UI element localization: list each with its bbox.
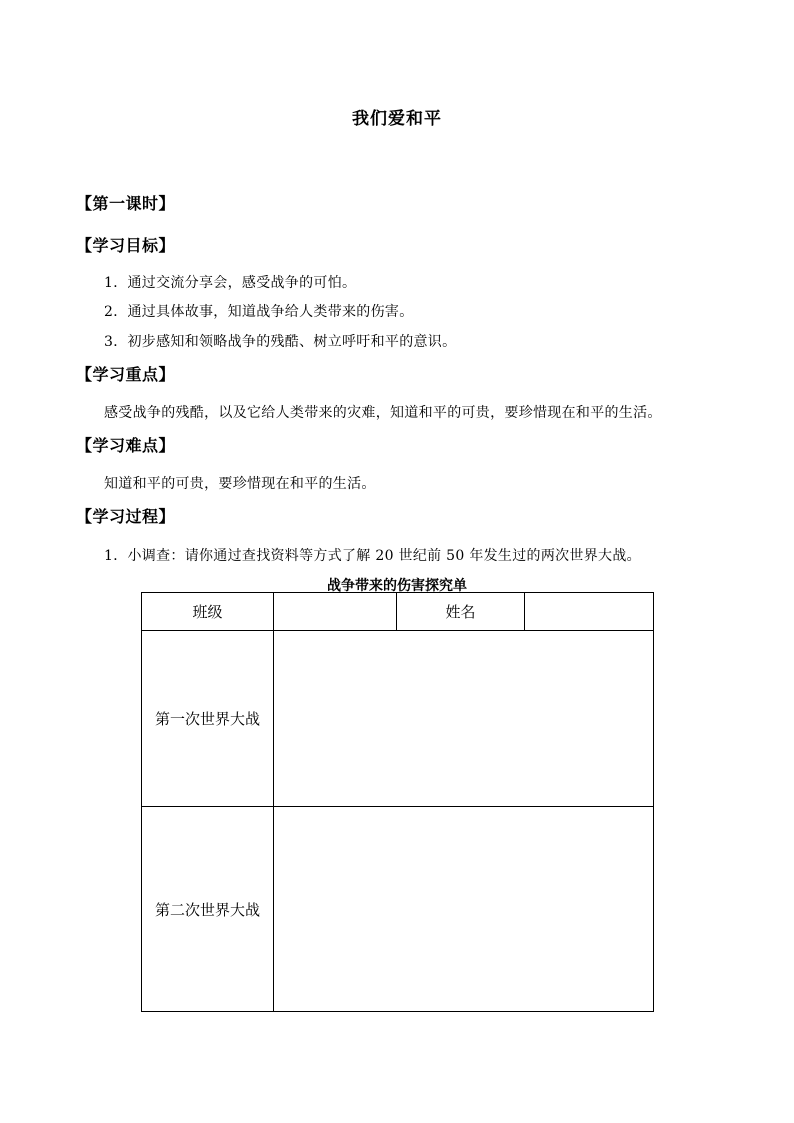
difficulties-heading: 【学习难点】 — [76, 436, 176, 455]
lesson-heading: 【第一课时】 — [76, 194, 176, 213]
class-value-cell[interactable] — [274, 593, 397, 631]
name-label: 姓名 — [445, 603, 476, 621]
table-row — [142, 807, 654, 1012]
ww1-content-cell[interactable] — [274, 631, 654, 807]
objectives-heading: 【学习目标】 — [76, 236, 176, 255]
page-title: 我们爱和平 — [352, 109, 442, 129]
class-label-cell — [142, 593, 274, 631]
class-label: 班级 — [192, 603, 223, 621]
objective-item-1: 1．通过交流分享会，感受战争的可怕。 — [104, 275, 357, 291]
objective-item-2: 2．通过具体故事，知道战争给人类带来的伤害。 — [104, 304, 414, 320]
difficulties-text: 知道和平的可贵，要珍惜现在和平的生活。 — [104, 476, 376, 492]
worksheet-table — [141, 592, 654, 1012]
ww2-label: 第二次世界大战 — [154, 900, 260, 919]
process-heading: 【学习过程】 — [76, 507, 176, 526]
key-points-text: 感受战争的残酷，以及它给人类带来的灾难，知道和平的可贵，要珍惜现在和平的生活。 — [104, 405, 662, 421]
objective-item-3: 3．初步感知和领略战争的残酷、树立呼吁和平的意识。 — [104, 334, 457, 350]
table-row — [142, 593, 654, 631]
worksheet-caption: 战争带来的伤害探究单 — [327, 578, 467, 594]
table-row — [142, 631, 654, 807]
name-value-cell[interactable] — [525, 593, 654, 631]
key-points-heading: 【学习重点】 — [76, 365, 176, 384]
name-label-cell — [397, 593, 525, 631]
ww2-content-cell[interactable] — [274, 807, 654, 1012]
ww2-label-cell — [142, 807, 274, 1012]
process-item-1: 1．小调查：请你通过查找资料等方式了解 20 世纪前 50 年发生过的两次世界大战。 — [104, 548, 641, 564]
ww1-label-cell — [142, 631, 274, 807]
ww1-label: 第一次世界大战 — [154, 710, 260, 728]
